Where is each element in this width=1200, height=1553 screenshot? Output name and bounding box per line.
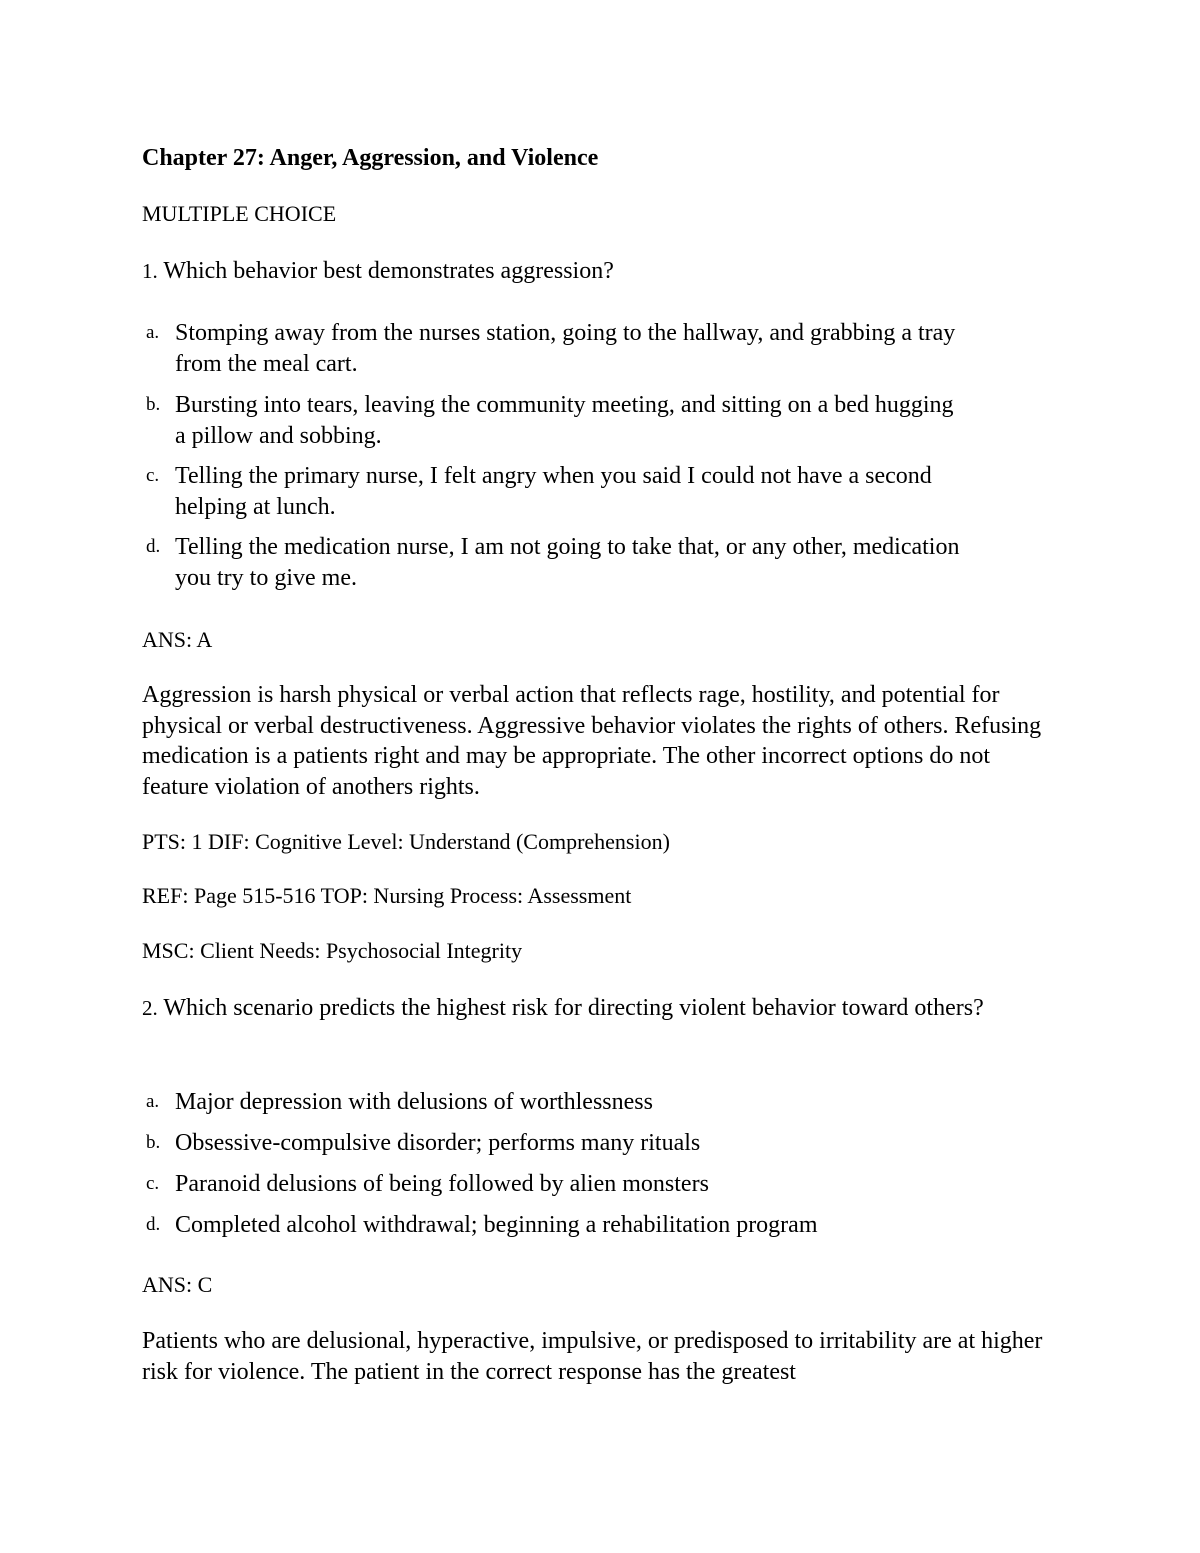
question-2-stem [142,993,1022,1023]
option-text: Paranoid delusions of being followed by alien monsters [175,1171,709,1197]
chapter-title: Chapter 27: Anger, Aggression, and Violence [142,145,599,171]
option-text: Telling the primary nurse, I felt angry when you said I could not have a second helping at lunch. [175,463,932,520]
option-text: Telling the medication nurse, I am not going to take that, or any other, medication you try to give me. [175,534,960,591]
option-text: Major depression with delusions of worthlessness [175,1089,653,1115]
question-number: 2. [142,996,158,1020]
question-2-answer: ANS: C [142,1272,213,1297]
question-1-rationale: Aggression is harsh physical or verbal action that reflects rage, hostility, and potential for physical or verbal destructiveness. Aggressive behavior violates the rights of others. Refusing medication is a patients right and may be appropriate. The other incorrect options do not feature violation of anothers rights. [142,682,1042,800]
question-1-ref: REF: Page 515-516 TOP: Nursing Process: Assessment [142,883,632,908]
question-2-option-b [142,1128,962,1160]
question-1-stem [142,256,614,286]
option-letter: c. [146,465,160,486]
option-text: Stomping away from the nurses station, going to the hallway, and grabbing a tray from the meal cart. [175,320,956,377]
option-letter: a. [146,322,160,343]
option-text: Obsessive-compulsive disorder; performs many rituals [175,1130,701,1156]
question-1-option-b [142,390,962,452]
section-label: MULTIPLE CHOICE [142,201,337,226]
question-2-option-c [142,1169,962,1201]
question-2-rationale: Patients who are delusional, hyperactive, impulsive, or predisposed to irritability are at higher risk for violence. The patient in the correct response has the greatest [142,1328,1043,1385]
option-letter: d. [146,1214,161,1235]
question-2-option-d [142,1210,962,1242]
option-text: Bursting into tears, leaving the community meeting, and sitting on a bed hugging a pillow and sobbing. [175,392,954,449]
option-letter: d. [146,536,161,557]
question-1-msc: MSC: Client Needs: Psychosocial Integrity [142,938,523,963]
question-1-option-a [142,318,962,380]
question-1-pts: PTS: 1 DIF: Cognitive Level: Understand (Comprehension) [142,829,670,854]
question-2-option-a [142,1087,962,1119]
option-letter: c. [146,1173,160,1194]
question-1-option-d [142,532,962,594]
option-text: Completed alcohol withdrawal; beginning a rehabilitation program [175,1212,818,1238]
question-number: 1. [142,259,158,283]
question-1-answer: ANS: A [142,627,213,652]
question-1-option-c [142,461,962,523]
question-text: Which scenario predicts the highest risk for directing violent behavior toward others? [163,995,984,1021]
option-letter: b. [146,1132,161,1153]
option-letter: a. [146,1091,160,1112]
question-text: Which behavior best demonstrates aggression? [163,258,614,284]
option-letter: b. [146,394,161,415]
